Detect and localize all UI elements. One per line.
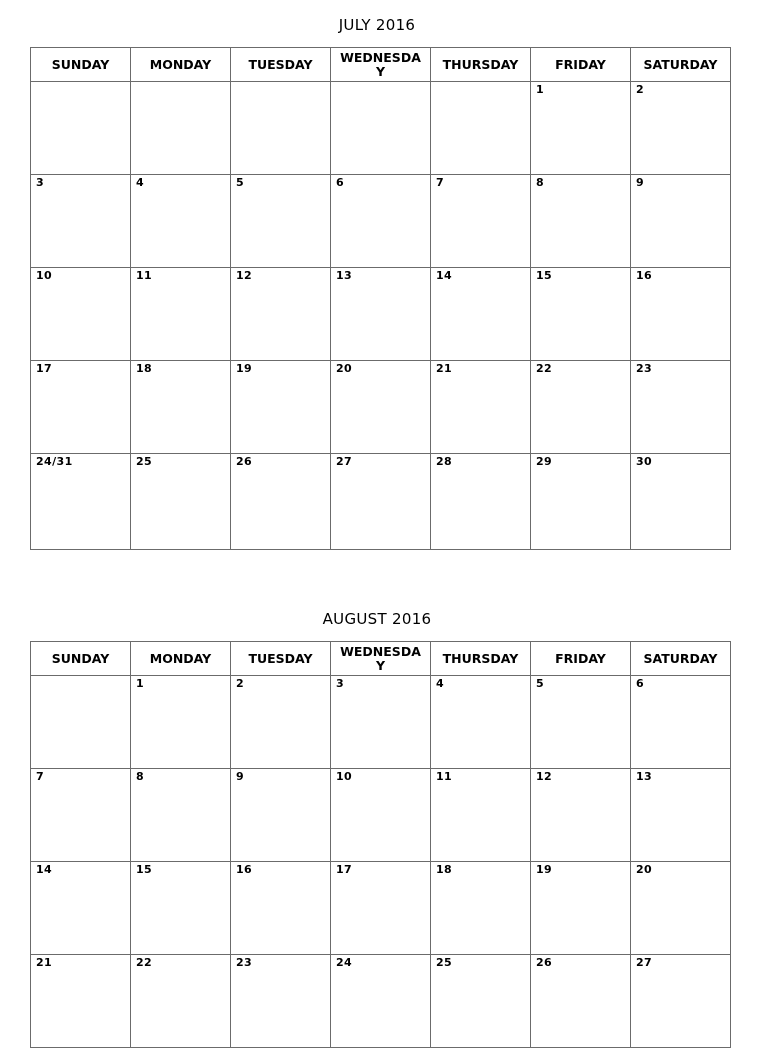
date-number: 14	[36, 863, 53, 876]
date-number	[431, 82, 530, 83]
week-row	[31, 175, 731, 268]
day-cell	[531, 769, 631, 862]
day-cell	[431, 268, 531, 361]
date-number: 15	[136, 863, 153, 876]
day-cell	[531, 268, 631, 361]
date-number: 18	[136, 362, 153, 375]
date-number: 8	[536, 176, 545, 189]
date-number	[331, 82, 430, 83]
day-cell	[531, 175, 631, 268]
date-number: 26	[536, 956, 553, 969]
day-cell	[131, 454, 231, 550]
day-cell	[631, 361, 731, 454]
date-number: 24	[336, 956, 353, 969]
day-cell	[531, 82, 631, 175]
date-number: 6	[636, 677, 645, 690]
weekday-header-sunday: SUNDAY	[31, 642, 131, 676]
date-number: 30	[636, 455, 653, 468]
day-cell	[131, 82, 231, 175]
date-number: 10	[36, 269, 53, 282]
month-title: JULY 2016	[338, 16, 416, 34]
day-cell	[131, 955, 231, 1048]
weekday-header-friday: FRIDAY	[531, 642, 631, 676]
day-cell	[331, 955, 431, 1048]
day-cell	[331, 769, 431, 862]
date-number: 7	[436, 176, 445, 189]
date-number: 2	[236, 677, 245, 690]
day-cell	[231, 676, 331, 769]
date-number	[31, 676, 130, 677]
date-number: 22	[136, 956, 153, 969]
day-cell	[631, 268, 731, 361]
date-number: 18	[436, 863, 453, 876]
date-number: 3	[336, 677, 345, 690]
date-number: 10	[336, 770, 353, 783]
day-cell	[431, 454, 531, 550]
day-cell	[31, 862, 131, 955]
day-cell	[231, 955, 331, 1048]
day-cell	[431, 361, 531, 454]
date-number: 23	[236, 956, 253, 969]
day-cell	[531, 862, 631, 955]
weekday-header-row	[31, 48, 731, 82]
day-cell	[131, 769, 231, 862]
day-cell	[331, 82, 431, 175]
date-number: 25	[436, 956, 453, 969]
weekday-header-wednesday-label: WEDNESDA Y	[340, 643, 421, 673]
weekday-header-thursday: THURSDAY	[431, 48, 531, 82]
date-number: 27	[636, 956, 653, 969]
day-cell	[631, 82, 731, 175]
week-row	[31, 268, 731, 361]
date-number: 21	[436, 362, 453, 375]
day-cell	[431, 82, 531, 175]
day-cell	[431, 862, 531, 955]
date-number: 8	[136, 770, 145, 783]
day-cell	[231, 454, 331, 550]
day-cell	[31, 268, 131, 361]
date-number: 21	[36, 956, 53, 969]
day-cell	[231, 268, 331, 361]
date-number: 13	[336, 269, 353, 282]
week-row	[31, 955, 731, 1048]
date-number: 13	[636, 770, 653, 783]
date-number: 4	[436, 677, 445, 690]
day-cell	[631, 676, 731, 769]
weekday-header-tuesday: TUESDAY	[231, 48, 331, 82]
day-cell	[231, 862, 331, 955]
day-cell	[131, 862, 231, 955]
day-cell	[331, 862, 431, 955]
day-cell	[631, 769, 731, 862]
day-cell	[131, 175, 231, 268]
calendar-grid	[30, 47, 731, 550]
date-number	[31, 82, 130, 83]
date-number: 5	[536, 677, 545, 690]
day-cell	[431, 175, 531, 268]
week-row	[31, 82, 731, 175]
date-number: 29	[536, 455, 553, 468]
date-number: 20	[636, 863, 653, 876]
date-number: 11	[136, 269, 153, 282]
weekday-header-monday: MONDAY	[131, 642, 231, 676]
date-number: 20	[336, 362, 353, 375]
day-cell	[531, 955, 631, 1048]
date-number: 9	[636, 176, 645, 189]
day-cell	[31, 454, 131, 550]
date-number: 7	[36, 770, 45, 783]
date-number: 19	[236, 362, 253, 375]
weekday-header-saturday: SATURDAY	[631, 642, 731, 676]
day-cell	[31, 82, 131, 175]
day-cell	[331, 175, 431, 268]
day-cell	[331, 676, 431, 769]
date-number: 4	[136, 176, 145, 189]
date-number: 14	[436, 269, 453, 282]
date-number: 17	[336, 863, 353, 876]
date-number: 5	[236, 176, 245, 189]
date-number: 25	[136, 455, 153, 468]
week-row	[31, 769, 731, 862]
date-number: 23	[636, 362, 653, 375]
day-cell	[631, 175, 731, 268]
day-cell	[31, 955, 131, 1048]
date-number: 1	[536, 83, 545, 96]
day-cell	[531, 676, 631, 769]
day-cell	[631, 955, 731, 1048]
week-row	[31, 454, 731, 550]
day-cell	[31, 361, 131, 454]
day-cell	[231, 82, 331, 175]
date-number: 24/31	[36, 455, 73, 468]
weekday-header-tuesday: TUESDAY	[231, 642, 331, 676]
day-cell	[131, 268, 231, 361]
weekday-header-wednesday-label: WEDNESDA Y	[340, 49, 421, 79]
date-number: 12	[536, 770, 553, 783]
date-number: 26	[236, 455, 253, 468]
day-cell	[231, 361, 331, 454]
day-cell	[231, 769, 331, 862]
week-row	[31, 676, 731, 769]
day-cell	[331, 454, 431, 550]
weekday-header-friday: FRIDAY	[531, 48, 631, 82]
day-cell	[631, 454, 731, 550]
day-cell	[131, 361, 231, 454]
date-number: 12	[236, 269, 253, 282]
day-cell	[31, 769, 131, 862]
week-row	[31, 361, 731, 454]
weekday-header-wednesday	[331, 642, 431, 676]
date-number: 1	[136, 677, 145, 690]
month-title: AUGUST 2016	[322, 610, 432, 628]
day-cell	[431, 676, 531, 769]
weekday-header-saturday: SATURDAY	[631, 48, 731, 82]
weekday-header-monday: MONDAY	[131, 48, 231, 82]
weekday-header-thursday: THURSDAY	[431, 642, 531, 676]
date-number: 16	[636, 269, 653, 282]
day-cell	[331, 361, 431, 454]
date-number: 28	[436, 455, 453, 468]
date-number: 2	[636, 83, 645, 96]
day-cell	[31, 175, 131, 268]
weekday-header-sunday: SUNDAY	[31, 48, 131, 82]
date-number: 3	[36, 176, 45, 189]
day-cell	[531, 361, 631, 454]
day-cell	[231, 175, 331, 268]
calendar-grid	[30, 641, 731, 1048]
day-cell	[631, 862, 731, 955]
date-number	[231, 82, 330, 83]
day-cell	[31, 676, 131, 769]
date-number: 16	[236, 863, 253, 876]
day-cell	[431, 769, 531, 862]
date-number: 6	[336, 176, 345, 189]
date-number: 11	[436, 770, 453, 783]
date-number	[131, 82, 230, 83]
week-row	[31, 862, 731, 955]
day-cell	[431, 955, 531, 1048]
weekday-header-wednesday	[331, 48, 431, 82]
date-number: 17	[36, 362, 53, 375]
weekday-header-row	[31, 642, 731, 676]
date-number: 22	[536, 362, 553, 375]
date-number: 9	[236, 770, 245, 783]
day-cell	[131, 676, 231, 769]
date-number: 19	[536, 863, 553, 876]
date-number: 27	[336, 455, 353, 468]
day-cell	[331, 268, 431, 361]
day-cell	[531, 454, 631, 550]
date-number: 15	[536, 269, 553, 282]
